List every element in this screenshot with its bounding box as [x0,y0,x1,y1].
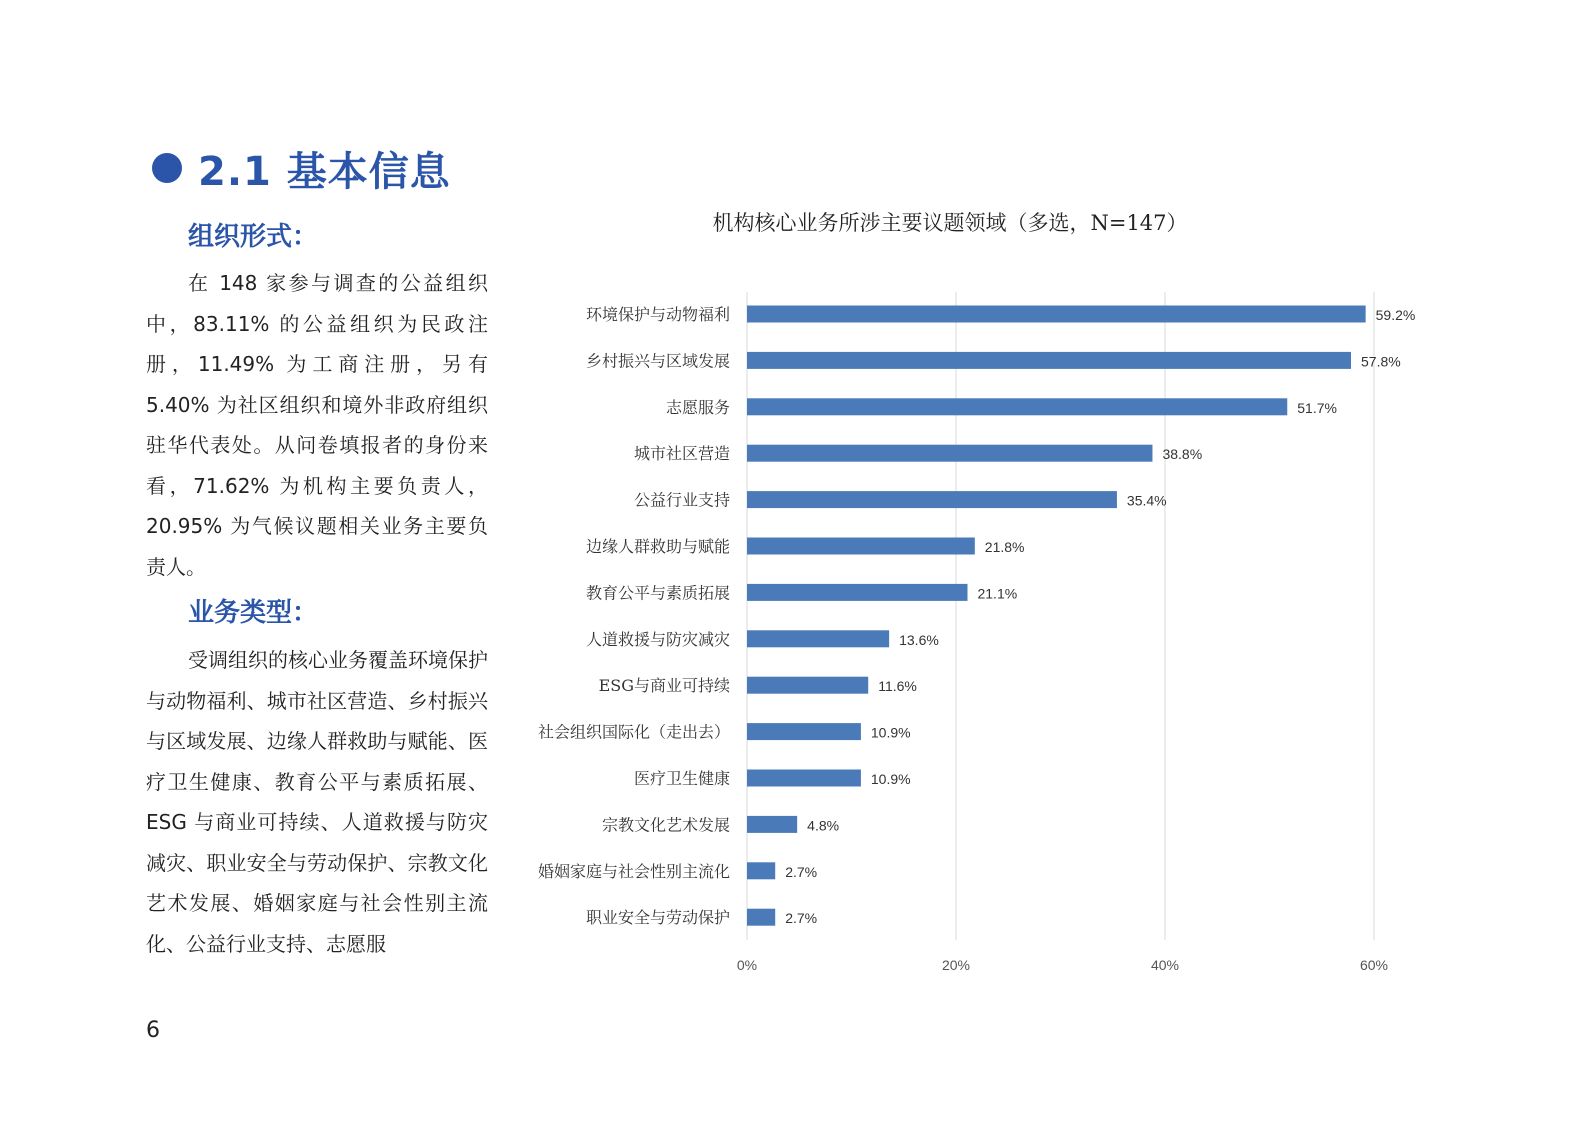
bar [747,352,1351,369]
value-label: 21.8% [984,539,1025,555]
value-label: 4.8% [807,817,840,834]
biz-type-paragraph: 受调组织的核心业务覆盖环境保护与动物福利、城市社区营造、乡村振兴与区域发展、边缘人群救助与赋能、医疗卫生健康、教育公平与素质拓展、ESG 与商业可持续、人道救援与防灾减灾、职业安全与劳动保护、宗教文化艺术发展、婚姻家庭与社会性别主流化、公益行业支持、志愿服 [146,648,488,956]
bar [747,723,861,740]
category-label: 宗教文化艺术发展 [601,815,730,835]
value-label: 2.7% [785,910,818,927]
x-tick-label: 20% [941,957,971,973]
bar [747,538,975,555]
x-tick-label: 0% [736,957,758,973]
category-label: 城市社区营造 [633,444,730,464]
category-label: 婚姻家庭与社会性别主流化 [537,861,730,881]
category-label: 边缘人群救助与赋能 [585,537,730,556]
x-tick-label: 60% [1359,957,1389,973]
chart-title: 机构核心业务所涉主要议题领域（多选，N=147） [712,211,1188,235]
value-label: 57.8% [1361,353,1401,370]
category-label: 环境保护与动物福利 [585,305,730,324]
category-label: 医疗卫生健康 [633,769,730,788]
org-form-heading: 组织形式： [188,222,319,252]
bar [747,909,775,926]
bar [747,584,967,601]
grid-layer [747,292,1374,940]
value-label: 38.8% [1162,446,1203,463]
value-label: 2.7% [785,863,818,880]
bar [747,677,868,694]
bar [747,816,797,833]
bullet-dot-icon [152,153,182,183]
category-label: 志愿服务 [665,397,730,417]
bar [747,770,861,787]
bar [747,398,1287,415]
category-label: 人道救援与防灾减灾 [585,629,730,649]
value-label: 59.2% [1375,307,1416,323]
value-label: 51.7% [1297,399,1337,416]
biz-type-heading: 业务类型： [188,598,319,628]
org-form-paragraph: 在 148 家参与调查的公益组织中，83.11% 的公益组织为民政注册，11.49% 为工商注册，另有 5.40% 为社区组织和境外非政府组织驻华代表处。从问卷填报者的身份来看，71.62% 为机构主要负责人，20.95% 为气候议题相关业务主要负责人。 [146,271,488,579]
value-label: 35.4% [1126,492,1167,509]
value-label: 11.6% [878,678,917,695]
bar [747,491,1117,508]
bar [747,306,1366,323]
category-label: 乡村振兴与区域发展 [585,351,730,371]
page-number: 6 [146,1018,160,1043]
category-label: 公益行业支持 [633,490,730,510]
bar-layer [747,306,1366,926]
value-label: 10.9% [870,771,911,787]
category-label: 教育公平与素质拓展 [585,583,730,603]
bar-chart [500,280,1460,990]
category-label: 社会组织国际化（走出去） [537,722,730,742]
value-label: 13.6% [899,631,939,648]
x-tick-label: 40% [1150,957,1180,973]
value-label: 21.1% [977,585,1018,602]
bar [747,630,889,647]
section-header [152,140,451,196]
category-label: ESG与商业可持续 [598,676,730,696]
category-label: 职业安全与劳动保护 [585,908,730,928]
bar [747,862,775,879]
value-label: 10.9% [870,724,911,741]
section-title: 2.1 基本信息 [198,148,451,195]
bar [747,445,1152,462]
